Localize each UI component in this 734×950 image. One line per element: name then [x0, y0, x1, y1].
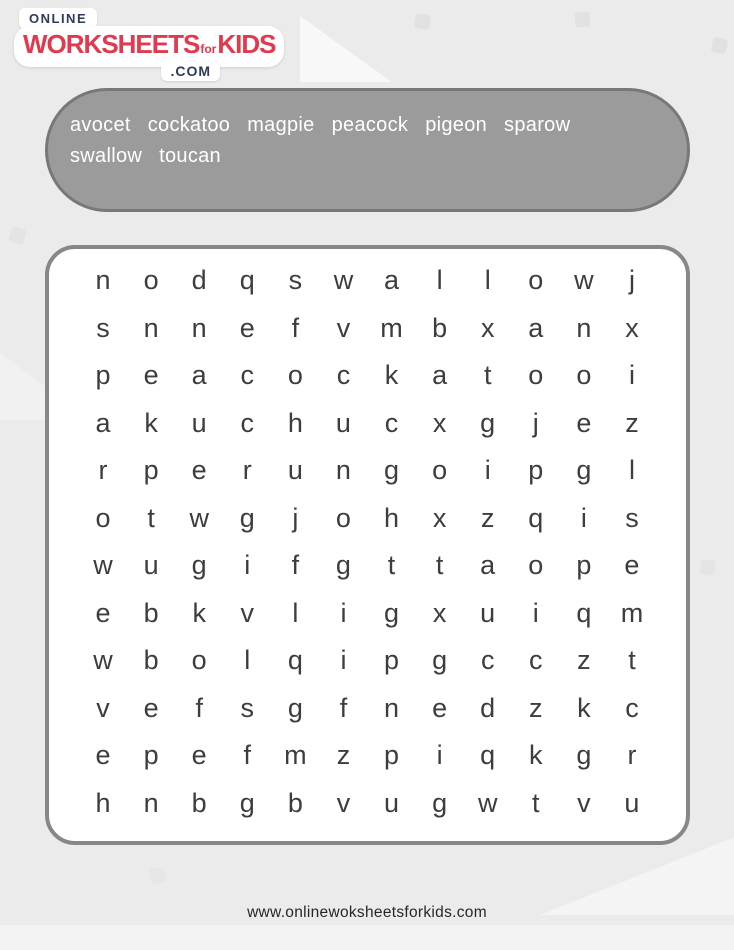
background-square	[149, 867, 166, 884]
word-bank-item: cockatoo	[147, 114, 231, 136]
grid-letter-r5c11: g	[576, 455, 592, 486]
grid-letter-r12c11: v	[577, 787, 591, 818]
grid-letter-r1c4: q	[239, 265, 255, 296]
logo-brand	[14, 26, 284, 67]
grid-letter-r12c3: b	[191, 787, 207, 818]
grid-letter-r11c2: p	[143, 740, 159, 771]
grid-letter-r10c6: f	[339, 692, 348, 723]
grid-letter-r9c10: c	[529, 645, 543, 676]
grid-letter-r7c3: g	[191, 550, 207, 581]
grid-letter-r7c6: g	[335, 550, 351, 581]
grid-letter-r6c9: z	[480, 502, 495, 533]
grid-letter-r11c1: e	[95, 740, 111, 771]
grid-letter-r9c8: g	[432, 645, 448, 676]
grid-letter-r4c3: u	[191, 407, 207, 438]
grid-letter-r10c12: c	[625, 692, 639, 723]
grid-letter-r4c4: c	[240, 407, 255, 438]
grid-letter-r9c5: q	[287, 645, 303, 676]
word-bank-item: peacock	[331, 114, 409, 136]
grid-letter-r9c11: z	[577, 645, 591, 676]
grid-letter-r6c7: h	[384, 502, 400, 533]
grid-letter-r4c11: e	[576, 407, 592, 438]
grid-letter-r5c1: r	[98, 455, 108, 486]
grid-letter-r8c2: b	[143, 597, 159, 628]
grid-letter-r1c10: o	[528, 265, 544, 296]
grid-letter-r10c8: e	[432, 692, 448, 723]
grid-letter-r3c1: p	[95, 360, 111, 391]
grid-letter-r5c12: l	[628, 455, 635, 486]
grid-letter-r2c11: n	[576, 312, 592, 343]
word-bank-item: avocet	[70, 114, 131, 136]
puzzle-card	[45, 245, 690, 845]
grid-letter-r5c3: e	[191, 455, 207, 486]
background-triangle	[300, 16, 392, 82]
grid-letter-r5c2: p	[143, 455, 159, 486]
grid-letter-r3c9: t	[483, 360, 492, 391]
grid-letter-r6c6: o	[335, 502, 351, 533]
grid-letter-r11c10: k	[529, 740, 543, 771]
grid-letter-r6c4: g	[239, 502, 255, 533]
grid-letter-r5c6: n	[335, 455, 351, 486]
grid-letter-r8c1: e	[95, 597, 111, 628]
grid-letter-r7c12: e	[624, 550, 640, 581]
grid-letter-r10c2: e	[143, 692, 159, 723]
grid-letter-r9c3: o	[191, 645, 207, 676]
grid-letter-r7c8: t	[435, 550, 444, 581]
grid-letter-r2c1: s	[96, 312, 110, 343]
grid-letter-r12c10: t	[532, 787, 540, 818]
grid-letter-r9c12: t	[628, 645, 636, 676]
grid-letter-r7c10: o	[528, 550, 544, 581]
grid-letter-r9c7: p	[384, 645, 400, 676]
grid-letter-r2c2: n	[143, 312, 159, 343]
grid-letter-r1c2: o	[143, 265, 159, 296]
grid-letter-r1c8: l	[436, 265, 443, 296]
grid-letter-r10c9: d	[480, 692, 496, 723]
grid-letter-r7c1: w	[93, 550, 113, 581]
grid-letter-r6c8: x	[432, 502, 447, 533]
grid-letter-r12c6: v	[336, 787, 351, 818]
grid-letter-r3c12: i	[628, 360, 635, 391]
grid-letter-r4c8: x	[432, 407, 447, 438]
grid-letter-r10c4: s	[240, 692, 255, 723]
grid-letter-r7c11: p	[576, 550, 592, 581]
grid-letter-r6c10: q	[528, 502, 544, 533]
grid-letter-r4c9: g	[480, 407, 496, 438]
background-square	[414, 13, 431, 30]
grid-letter-r12c2: n	[143, 787, 159, 818]
grid-letter-r8c8: x	[432, 597, 447, 628]
grid-letter-r6c3: w	[189, 502, 209, 533]
grid-letter-r8c9: u	[480, 597, 496, 628]
letter-grid	[79, 257, 656, 827]
grid-letter-r1c1: n	[95, 265, 111, 296]
grid-letter-r6c2: t	[147, 502, 155, 533]
grid-letter-r11c12: r	[627, 740, 637, 771]
grid-letter-r4c6: u	[335, 407, 351, 438]
grid-letter-r1c5: s	[288, 265, 303, 296]
grid-letter-r6c11: i	[580, 502, 587, 533]
grid-letter-r12c7: u	[384, 787, 400, 818]
grid-letter-r8c10: i	[532, 597, 539, 628]
logo-com-badge: .COM	[161, 61, 220, 81]
grid-letter-r8c7: g	[384, 597, 400, 628]
grid-letter-r2c7: m	[380, 312, 403, 343]
grid-letter-r4c1: a	[95, 407, 111, 438]
background-triangle	[540, 835, 734, 915]
word-bank-item: swallow	[70, 145, 143, 167]
grid-letter-r8c11: q	[576, 597, 592, 628]
grid-letter-r7c9: a	[480, 550, 496, 581]
grid-letter-r4c2: k	[144, 407, 158, 438]
background-square	[699, 559, 716, 576]
grid-letter-r11c5: m	[284, 740, 307, 771]
grid-letter-r10c10: z	[529, 692, 543, 723]
word-bank	[45, 88, 690, 212]
grid-letter-r3c6: c	[336, 360, 351, 391]
logo-online-badge: ONLINE	[19, 8, 97, 29]
grid-letter-r4c12: z	[625, 407, 639, 438]
grid-letter-r3c2: e	[143, 360, 159, 391]
grid-letter-r2c5: f	[291, 312, 300, 343]
background-square	[711, 37, 729, 55]
grid-letter-r2c12: x	[625, 312, 639, 343]
grid-letter-r8c4: v	[240, 597, 255, 628]
grid-letter-r12c5: b	[287, 787, 303, 818]
word-bank-item: magpie	[247, 114, 315, 136]
grid-letter-r11c6: z	[336, 740, 351, 771]
grid-letter-r11c11: g	[576, 740, 592, 771]
grid-letter-r12c12: u	[624, 787, 640, 818]
grid-letter-r3c8: a	[432, 360, 448, 391]
logo-worksheets-text: WORKSHEETS	[23, 29, 200, 59]
grid-letter-r1c11: w	[574, 265, 594, 296]
grid-letter-r3c7: k	[384, 360, 399, 391]
grid-letter-r3c3: a	[191, 360, 207, 391]
word-bank-item: sparow	[504, 114, 571, 136]
grid-letter-r11c3: e	[191, 740, 207, 771]
grid-letter-r10c11: k	[577, 692, 591, 723]
grid-letter-r5c9: i	[484, 455, 491, 486]
grid-letter-r10c3: f	[195, 692, 203, 723]
grid-letter-r5c7: g	[384, 455, 400, 486]
grid-letter-r9c6: i	[340, 645, 347, 676]
footer-url: www.onlinewoksheetsforkids.com	[247, 904, 487, 921]
grid-letter-r7c4: i	[244, 550, 251, 581]
grid-letter-r8c5: l	[292, 597, 299, 628]
grid-letter-r3c4: c	[240, 360, 255, 391]
grid-letter-r5c10: p	[528, 455, 544, 486]
grid-letter-r3c10: o	[528, 360, 544, 391]
grid-letter-r8c3: k	[192, 597, 206, 628]
word-bank-item: pigeon	[425, 114, 488, 136]
grid-letter-r4c5: h	[287, 407, 303, 438]
grid-letter-r5c4: r	[242, 455, 252, 486]
grid-letter-r2c10: a	[528, 312, 544, 343]
grid-letter-r12c1: h	[95, 787, 111, 818]
grid-letter-r1c3: d	[191, 265, 207, 296]
grid-letter-r12c8: g	[432, 787, 448, 818]
grid-letter-r5c5: u	[287, 455, 303, 486]
grid-letter-r1c9: l	[484, 265, 491, 296]
grid-letter-r9c4: l	[244, 645, 251, 676]
grid-letter-r12c4: g	[239, 787, 255, 818]
logo-kids-text: KIDS	[217, 29, 276, 59]
grid-letter-r1c12: j	[628, 265, 635, 296]
grid-letter-r9c1: w	[93, 645, 113, 676]
grid-letter-r9c9: c	[480, 645, 495, 676]
grid-letter-r6c12: s	[625, 502, 639, 533]
grid-letter-r10c7: n	[384, 692, 400, 723]
word-bank-item: toucan	[159, 145, 221, 167]
grid-letter-r3c11: o	[576, 360, 592, 391]
grid-letter-r2c6: v	[336, 312, 351, 343]
grid-letter-r9c2: b	[143, 645, 159, 676]
grid-letter-r8c6: i	[340, 597, 347, 628]
grid-letter-r5c8: o	[432, 455, 448, 486]
grid-letter-r8c12: m	[620, 597, 644, 628]
grid-letter-r11c9: q	[480, 740, 496, 771]
grid-letter-r3c5: o	[287, 360, 303, 391]
grid-letter-r2c3: n	[191, 312, 207, 343]
grid-letter-r7c5: f	[291, 550, 300, 581]
grid-letter-r4c10: j	[532, 407, 539, 438]
grid-letter-r10c1: v	[96, 692, 110, 723]
grid-letter-r10c5: g	[287, 692, 303, 723]
grid-letter-r1c6: w	[333, 265, 354, 296]
grid-letter-r2c9: x	[480, 312, 495, 343]
site-logo	[14, 8, 276, 81]
grid-letter-r6c1: o	[95, 502, 111, 533]
logo-for-text: for	[200, 42, 217, 56]
grid-letter-r1c7: a	[384, 265, 400, 296]
background-square	[574, 11, 590, 27]
grid-letter-r2c4: e	[239, 312, 255, 343]
grid-letter-r11c4: f	[243, 740, 252, 771]
grid-letter-r6c5: j	[292, 502, 299, 533]
grid-letter-r11c8: i	[436, 740, 443, 771]
grid-letter-r12c9: w	[477, 787, 498, 818]
background-square	[8, 226, 27, 245]
grid-letter-r11c7: p	[384, 740, 400, 771]
grid-letter-r2c8: b	[432, 312, 448, 343]
grid-letter-r7c7: t	[387, 550, 396, 581]
background-band	[0, 925, 734, 950]
grid-letter-r7c2: u	[143, 550, 159, 581]
grid-letter-r4c7: c	[384, 407, 399, 438]
